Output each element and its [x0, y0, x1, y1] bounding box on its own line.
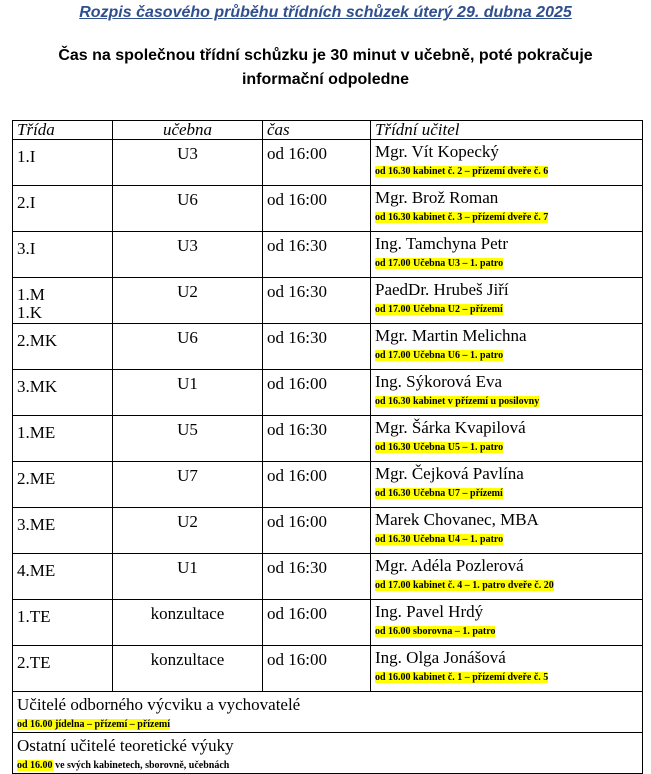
teacher-name: Ing. Pavel Hrdý: [375, 602, 484, 621]
teacher-location-note: [375, 395, 539, 408]
teacher-location-note: [375, 487, 503, 500]
teacher-location-note: [375, 349, 503, 362]
teacher-cell: [371, 554, 643, 600]
teacher-name: Ing. Olga Jonášová: [375, 648, 506, 667]
location-highlight: od 17.00 Učebna U6 – 1. patro: [375, 350, 504, 361]
class-name: 1.I: [17, 147, 36, 166]
room-cell: konzultace: [113, 600, 263, 646]
table-row: [13, 508, 643, 554]
teacher-name: Mgr. Adéla Pozlerová: [375, 556, 524, 575]
table-row: [13, 646, 643, 692]
class-name-secondary: 1.K: [17, 303, 43, 322]
time-cell: od 16:00: [263, 600, 371, 646]
teacher-cell: [371, 278, 643, 324]
time-cell: od 16:00: [263, 140, 371, 186]
group-cell: [13, 692, 643, 733]
teacher-cell: [371, 324, 643, 370]
class-cell: [13, 646, 113, 692]
location-highlight: od 16.00: [17, 760, 53, 771]
class-cell: [13, 370, 113, 416]
class-cell: [13, 186, 113, 232]
teacher-location-note: [375, 303, 503, 316]
class-name: 3.I: [17, 239, 36, 258]
schedule-table: [12, 120, 643, 774]
teacher-cell: [371, 370, 643, 416]
table-row-group: [13, 733, 643, 774]
class-cell: [13, 600, 113, 646]
teacher-location-note: [375, 441, 503, 454]
teacher-name: Mgr. Šárka Kvapilová: [375, 418, 526, 437]
time-cell: od 16:30: [263, 416, 371, 462]
teacher-cell: [371, 232, 643, 278]
teacher-cell: [371, 600, 643, 646]
class-cell: [13, 462, 113, 508]
table-row: [13, 416, 643, 462]
document-title: Rozpis časového průběhu třídních schůzek úterý 29. dubna 2025: [79, 4, 572, 21]
location-highlight: od 16.30 Učebna U4 – 1. patro: [375, 534, 504, 545]
table-row: [13, 232, 643, 278]
class-cell: [13, 140, 113, 186]
location-highlight: od 17.00 Učebna U3 – 1. patro: [375, 258, 504, 269]
class-name: 3.ME: [17, 515, 56, 534]
table-row-group: [13, 692, 643, 733]
room-cell: U1: [113, 554, 263, 600]
table-row: [13, 324, 643, 370]
location-highlight: od 16.00 kabinet č. 1 – přízemí dveře č. 5: [375, 672, 549, 683]
room-cell: U6: [113, 324, 263, 370]
room-cell: U2: [113, 278, 263, 324]
time-cell: od 16:30: [263, 324, 371, 370]
teacher-cell: [371, 646, 643, 692]
teacher-cell: [371, 140, 643, 186]
teacher-location-note: [375, 625, 495, 638]
teacher-location-note: [375, 165, 548, 178]
class-name: 2.ME: [17, 469, 56, 488]
location-highlight: od 16.00 jídelna – přízemí – přízemí: [17, 719, 171, 730]
teacher-name: Mgr. Vít Kopecký: [375, 142, 499, 161]
location-highlight: od 16.30 Učebna U5 – 1. patro: [375, 442, 504, 453]
table-row: [13, 278, 643, 324]
teacher-name: Mgr. Čejková Pavlína: [375, 464, 524, 483]
table-row: [13, 554, 643, 600]
room-cell: U6: [113, 186, 263, 232]
teacher-cell: [371, 416, 643, 462]
table-row: [13, 600, 643, 646]
class-cell: [13, 278, 113, 324]
teacher-name: PaedDr. Hrubeš Jiří: [375, 280, 509, 299]
teacher-cell: [371, 462, 643, 508]
time-cell: od 16:00: [263, 462, 371, 508]
location-highlight: od 16.30 kabinet v přízemí u posilovny: [375, 396, 540, 407]
teacher-name: Ing. Tamchyna Petr: [375, 234, 509, 253]
class-name: 1.ME: [17, 423, 56, 442]
table-row: [13, 140, 643, 186]
time-cell: od 16:30: [263, 554, 371, 600]
teacher-location-note: [375, 579, 554, 592]
group-location-note: [17, 759, 229, 772]
class-name: 1.TE: [17, 607, 51, 626]
room-cell: U2: [113, 508, 263, 554]
table-header-row: [13, 121, 643, 140]
class-name: 2.TE: [17, 653, 51, 672]
teacher-location-note: [375, 671, 548, 684]
teacher-cell: [371, 508, 643, 554]
location-highlight: od 16.30 kabinet č. 2 – přízemí dveře č. 6: [375, 166, 549, 177]
time-cell: od 16:00: [263, 646, 371, 692]
location-highlight: od 17.00 Učebna U2 – přízemí: [375, 304, 503, 315]
room-cell: konzultace: [113, 646, 263, 692]
location-highlight: od 16.30 Učebna U7 – přízemí: [375, 488, 503, 499]
teacher-name: Ing. Sýkorová Eva: [375, 372, 503, 391]
class-cell: [13, 324, 113, 370]
class-cell: [13, 508, 113, 554]
class-name: 1.M: [17, 285, 45, 304]
table-row: [13, 370, 643, 416]
teacher-name: Marek Chovanec, MBA: [375, 510, 539, 529]
teacher-location-note: [375, 533, 503, 546]
column-header-time: čas: [263, 121, 371, 140]
room-cell: U7: [113, 462, 263, 508]
class-name: 4.ME: [17, 561, 56, 580]
location-rest: ve svých kabinetech, sborovně, učebnách: [52, 760, 230, 771]
teacher-cell: [371, 186, 643, 232]
column-header-class: Třída: [13, 121, 113, 140]
teacher-name: Mgr. Brož Roman: [375, 188, 499, 207]
time-cell: od 16:00: [263, 186, 371, 232]
group-label: Učitelé odborného výcviku a vychovatelé: [17, 695, 301, 714]
document-subtitle: Čas na společnou třídní schůzku je 30 minut v učebně, poté pokračuje informační odpoledne: [58, 47, 593, 88]
time-cell: od 16:30: [263, 278, 371, 324]
table-row: [13, 462, 643, 508]
room-cell: U3: [113, 140, 263, 186]
class-cell: [13, 232, 113, 278]
class-cell: [13, 554, 113, 600]
room-cell: U3: [113, 232, 263, 278]
room-cell: U1: [113, 370, 263, 416]
teacher-name: Mgr. Martin Melichna: [375, 326, 527, 345]
table-row: [13, 186, 643, 232]
class-name: 2.MK: [17, 331, 58, 350]
class-name: 3.MK: [17, 377, 58, 396]
time-cell: od 16:00: [263, 370, 371, 416]
class-cell: [13, 416, 113, 462]
time-cell: od 16:30: [263, 232, 371, 278]
teacher-location-note: [375, 257, 503, 270]
group-location-note: [17, 718, 170, 731]
room-cell: U5: [113, 416, 263, 462]
location-highlight: od 16.30 kabinet č. 3 – přízemí dveře č. 7: [375, 212, 549, 223]
group-label: Ostatní učitelé teoretické výuky: [17, 736, 234, 755]
column-header-room: učebna: [113, 121, 263, 140]
group-cell: [13, 733, 643, 774]
time-cell: od 16:00: [263, 508, 371, 554]
teacher-location-note: [375, 211, 548, 224]
column-header-teacher: Třídní učitel: [371, 121, 643, 140]
class-name: 2.I: [17, 193, 36, 212]
location-highlight: od 16.00 sborovna – 1. patro: [375, 626, 496, 637]
location-highlight: od 17.00 kabinet č. 4 – 1. patro dveře č. 20: [375, 580, 554, 591]
